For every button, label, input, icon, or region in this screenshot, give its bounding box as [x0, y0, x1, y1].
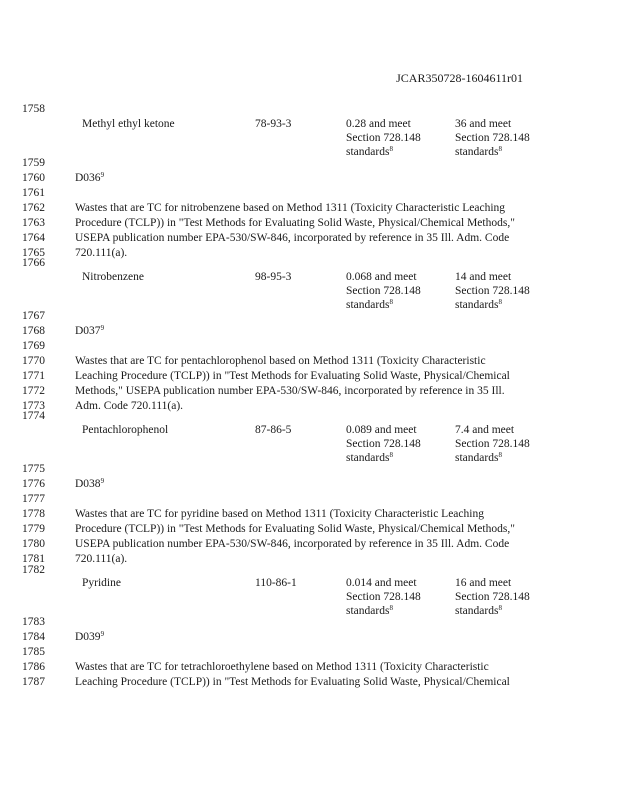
document-header-id: JCAR350728-1604611r01: [396, 71, 523, 85]
line-number: 1762: [22, 202, 45, 214]
line-number: 1770: [22, 355, 45, 367]
line-number: 1780: [22, 538, 45, 550]
line-number: 1771: [22, 370, 45, 382]
nonwastewater-standard: 16 and meet Section 728.148 standards$^8$: [455, 577, 530, 617]
paragraph-line: Adm. Code 720.111(a).: [75, 400, 184, 412]
line-number: 1769: [22, 340, 45, 352]
line-number: 1779: [22, 523, 45, 535]
line-number: 1781: [22, 553, 45, 565]
constituent-name: Methyl ethyl ketone: [82, 118, 175, 130]
line-number: 1768: [22, 325, 45, 337]
line-number: 1777: [22, 493, 45, 505]
line-number: 1774: [22, 410, 45, 422]
line-number: 1760: [22, 172, 45, 184]
paragraph-line: Methods," USEPA publication number EPA-530/SW-846, incorporated by reference in 35 Ill.: [75, 385, 505, 397]
paragraph-line: Procedure (TCLP)) in "Test Methods for Evaluating Solid Waste, Physical/Chemical Methods,": [75, 523, 515, 535]
paragraph-line: 720.111(a).: [75, 553, 128, 565]
line-number: 1761: [22, 187, 45, 199]
line-number: 1785: [22, 646, 45, 658]
cas-number: 78-93-3: [255, 118, 292, 130]
paragraph-line: USEPA publication number EPA-530/SW-846, incorporated by reference in 35 Ill. Adm. Code: [75, 232, 510, 244]
line-number: 1786: [22, 661, 45, 673]
line-number: 1776: [22, 478, 45, 490]
constituent-name: Pyridine: [82, 577, 121, 589]
constituent-name: Nitrobenzene: [82, 271, 144, 283]
wastewater-standard: 0.014 and meet Section 728.148 standards$^8$: [346, 577, 421, 617]
paragraph-line: Procedure (TCLP)) in "Test Methods for Evaluating Solid Waste, Physical/Chemical Methods,": [75, 217, 515, 229]
line-number: 1775: [22, 463, 45, 475]
wastewater-standard: 0.089 and meet Section 728.148 standards$^8$: [346, 424, 421, 464]
line-number: 1782: [22, 564, 45, 576]
line-number: 1764: [22, 232, 45, 244]
line-number: 1783: [22, 616, 45, 628]
line-number: 1778: [22, 508, 45, 520]
nonwastewater-standard: 36 and meet Section 728.148 standards$^8$: [455, 118, 530, 158]
waste-code-heading: $D038^9$: [75, 477, 105, 490]
line-number: 1763: [22, 217, 45, 229]
line-number: 1766: [22, 257, 45, 269]
wastewater-standard: 0.28 and meet Section 728.148 standards$^8$: [346, 118, 421, 158]
line-number: 1787: [22, 676, 45, 688]
line-number: 1765: [22, 247, 45, 259]
paragraph-line: USEPA publication number EPA-530/SW-846, incorporated by reference in 35 Ill. Adm. Code: [75, 538, 510, 550]
line-number: 1758: [22, 103, 45, 115]
line-number: 1773: [22, 400, 45, 412]
line-number: 1767: [22, 310, 45, 322]
paragraph-line: Leaching Procedure (TCLP)) in "Test Methods for Evaluating Solid Waste, Physical/Chemical: [75, 370, 510, 382]
wastewater-standard: 0.068 and meet Section 728.148 standards$^8$: [346, 271, 421, 311]
cas-number: 87-86-5: [255, 424, 292, 436]
paragraph-line: 720.111(a).: [75, 247, 128, 259]
nonwastewater-standard: 14 and meet Section 728.148 standards$^8$: [455, 271, 530, 311]
paragraph-line: Wastes that are TC for pentachlorophenol based on Method 1311 (Toxicity Characteristic: [75, 355, 486, 367]
constituent-name: Pentachlorophenol: [82, 424, 169, 436]
cas-number: 110-86-1: [255, 577, 297, 589]
waste-code-heading: $D039^9$: [75, 630, 105, 643]
line-number: 1759: [22, 157, 45, 169]
cas-number: 98-95-3: [255, 271, 292, 283]
waste-code-heading: $D037^9$: [75, 324, 105, 337]
nonwastewater-standard: 7.4 and meet Section 728.148 standards$^8$: [455, 424, 530, 464]
paragraph-line: Wastes that are TC for tetrachloroethylene based on Method 1311 (Toxicity Characteristic: [75, 661, 489, 673]
line-number: 1784: [22, 631, 45, 643]
waste-code-heading: $D036^9$: [75, 171, 105, 184]
paragraph-line: Leaching Procedure (TCLP)) in "Test Methods for Evaluating Solid Waste, Physical/Chemical: [75, 676, 510, 688]
line-number: 1772: [22, 385, 45, 397]
paragraph-line: Wastes that are TC for pyridine based on Method 1311 (Toxicity Characteristic Leaching: [75, 508, 484, 520]
paragraph-line: Wastes that are TC for nitrobenzene based on Method 1311 (Toxicity Characteristic Leaching: [75, 202, 506, 214]
